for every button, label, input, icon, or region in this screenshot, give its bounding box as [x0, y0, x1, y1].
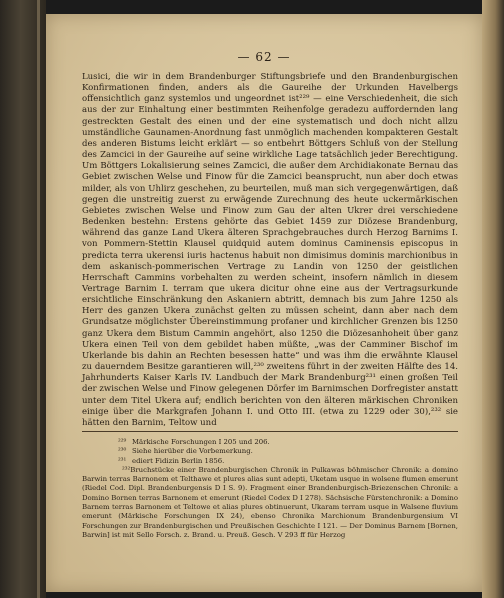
footnote-number: ²²⁹ [118, 438, 127, 446]
footnote-text: Märkische Forschungen I 205 und 206. [132, 438, 270, 446]
footnote [82, 447, 458, 456]
binding-edge [37, 0, 40, 598]
page-number: — 62 — [237, 50, 291, 64]
book-binding-left [0, 0, 46, 598]
body-paragraph: Lusici, die wir in dem Brandenburger Stiftungsbriefe und den Brandenburgischen Konfirmationen finden, anders als die Gaureihe der Urkunden Havelbergs offensichtlich ganz systemlos und ungeordnet ist²²⁹ — eine Verschiedenheit, die sich aus der zur Einhaltung einer bestimmten Reihenfolge geradezu auffordernden lang gestreckten Gestalt des einen und der eine systematisch und doch nicht allzu umständliche Gaunamen-Anordnung fast unmöglich machenden kompakteren Gestalt des anderen Bistums leicht erklärt — so entbehrt Böttgers Schluß von der Stellung des Zamcici in der Gaureihe auf seine wirkliche Lage tatsächlich jeder Berechtigung. Um Böttgers Lokalisierung seines Zamcici, die außer dem Archidiakonate Bernau das Gebiet zwischen Welse und Finow für die Zamcici beansprucht, nun aber doch etwas milder, als von Uhlirz geschehen, zu beurteilen, muß man sich vergegenwärtigen, daß gegen die unstreitig zuerst zu erwägende Zurechnung des heute uckermärkischen Gebietes zwischen Welse und Finow zum Gau der alten Ukrer drei verschiedene Bedenken bestehn: Erstens gehörte das Gebiet 1459 zur Diözese Brandenburg, während das ganze Land Ukera älteren Sprachgebrauches durch Herzog Barnims I. von Pommern-Stettin Klausel quidquid autem dominus Caminensis episcopus in predicta terra ukerensi iuris hactenus habuit non dimisimus dominis marchionibus in dem askanisch-pommerischen Vertrage zu Landin von 1250 der geistlichen Herrschaft Cammins vorbehalten zu werden scheint, insofern nämlich in diesem Vertrage Barnim I. terram que ukera dicitur ohne eine aus der Vertragsurkunde ersichtliche Einschränkung den Askaniern abtritt, demnach bis zum Jahre 1250 als Herr des ganzen Ukera zunächst gelten zu müssen scheint, dann aber nach dem Grundsatze möglichster Übereinstimmung profaner und kirchlicher Grenzen bis 1250 ganz Ukera dem Bistum Cammin angehört, also 1250 die Diözesanhoheit über ganz Ukera einen Teil von dem gebildet haben müßte, „was der Camminer Bischof im Ukerlande bis dahin an Rechten besessen hatte“ und was ihm die erwähnte Klausel zu dauerndem Besitze garantieren will,²³⁰ zweitens führt in der zweiten Hälfte des 14. Jahrhunderts Kaiser Karls IV. Landbuch der Mark Brandenburg²³¹ einen großen Teil der zwischen Welse und Finow gelegenen Dörfer im Barnimschen Dorfregister anstatt unter dem Titel Ukera auf; endlich berichten von den älteren märkischen Chroniken einige über die Markgrafen Johann I. und Otto III. (etwa zu 1229 oder 30),²³² sie hätten den Barnim, Teltow und [82, 72, 458, 428]
footnote-number: ²³⁰ [118, 447, 127, 456]
footnote-text: ediert Fidizin Berlin 1856. [132, 456, 225, 465]
body-text [82, 72, 458, 429]
footnote-number: ²³² [122, 465, 131, 474]
footnote [82, 457, 458, 466]
footnote-text: Bruchstücke einer Brandenburgischen Chronik in Pulkawas böhmischer Chronik: a domino Barwin terras Barnonem et Telthawe et plures alias sunt adepti, Uketam usque in wolsene flumen emerunt (Riedel Cod. Dipl. Brandenburgensis D I S. 9). Fragment einer Brandenburgisch-Briezenschen Chronik: a Domino Bornen terras Barnonem et emerunt (Riedel Codex D I 278). Sächsische Fürstenchronik: a Domino Barnem terras Barnonem et Teltowe et alias plures obtinuerunt, Ukaram terram usque in Walsene fluvium emerunt (Märkische Forschungen IX 24), ebenso Chronika Marchionum Brandenburgensium VI Forschungen zur Brandenburgischen und Preußischen Geschichte I 121. — Der Dominus Barnem [Bornen, Barwin] ist mit Sello Forsch. z. Brand. u. Preuß. Gesch. V 293 ff für Herzog [82, 465, 458, 539]
footnote-number: ²³¹ [118, 456, 127, 465]
footnote [82, 438, 458, 447]
footnote [82, 466, 458, 540]
footnote-divider [82, 431, 458, 432]
book-page-edge-right [482, 0, 504, 598]
book-page [46, 14, 482, 592]
footnotes [82, 438, 458, 540]
footnote-text: Siehe hierüber die Vorbemerkung. [132, 447, 253, 456]
